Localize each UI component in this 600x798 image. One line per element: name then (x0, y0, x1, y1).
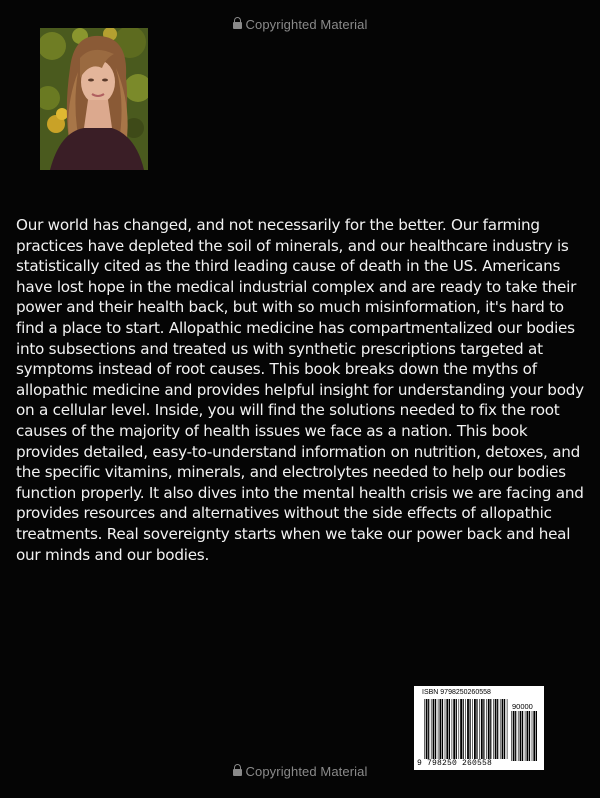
barcode-bar (532, 711, 533, 761)
barcode-bar (465, 699, 466, 759)
barcode-digits: 9 798250 260558 (417, 759, 493, 768)
watermark-text-top: Copyrighted Material (245, 17, 368, 32)
barcode-bar (529, 711, 530, 761)
barcode-bar (433, 699, 435, 759)
barcode-bar (467, 699, 469, 759)
barcode-bar (446, 699, 448, 759)
barcode-bar (431, 699, 432, 759)
copyright-watermark-bottom (0, 764, 600, 779)
barcode-bar (445, 699, 446, 759)
barcode-bar (453, 699, 455, 759)
barcode-bar (493, 699, 494, 759)
barcode-bar (486, 699, 487, 759)
lock-icon (233, 769, 242, 776)
author-photo-illustration (40, 28, 148, 170)
barcode-bar (525, 711, 526, 761)
barcode-bar (449, 699, 450, 759)
barcode-bar (527, 711, 529, 761)
barcode-bar (483, 699, 484, 759)
barcode-bar (474, 699, 476, 759)
barcode-bar (459, 699, 460, 759)
barcode-bar (513, 711, 515, 761)
barcode-bar (479, 699, 480, 759)
barcode-bar (472, 699, 473, 759)
barcode-bar (470, 699, 471, 759)
barcode-bar (536, 711, 537, 761)
barcode-bar (500, 699, 501, 759)
barcode-bar (507, 699, 508, 759)
barcode-bar (481, 699, 483, 759)
barcode-bar (495, 699, 497, 759)
isbn-label: ISBN 9798250260558 (422, 689, 491, 696)
isbn-barcode (414, 686, 544, 770)
barcode-bar (426, 699, 428, 759)
barcode-bar (511, 711, 512, 761)
barcode-bar (504, 699, 505, 759)
price-code: 90000 (512, 702, 533, 711)
barcode-bar (476, 699, 477, 759)
barcode-bar (518, 711, 519, 761)
barcode-bar (515, 711, 516, 761)
barcode-bar (522, 711, 523, 761)
barcode-bar (452, 699, 453, 759)
watermark-text-bottom: Copyrighted Material (245, 764, 368, 779)
barcode-bar (435, 699, 436, 759)
barcode-bar (442, 699, 443, 759)
barcode-bar (490, 699, 491, 759)
barcode-bar (502, 699, 504, 759)
barcode-bar (456, 699, 457, 759)
barcode-bar (424, 699, 425, 759)
barcode-bars (424, 699, 508, 759)
barcode-bar (497, 699, 498, 759)
book-description: Our world has changed, and not necessarily for the better. Our farming practices have depleted the soil of minerals, and our healthcare industry is statistically cited as the third leading cause of death in the US. Americans have lost hope in the medical industrial complex and are ready to take their power and their health back, but with so much misinformation, it's hard to find a place to start. Allopathic medicine has compartmentalized our bodies into subsections and treated us with synthetic prescriptions targeted at symptoms instead of root causes. This book breaks down the myths of allopathic medicine and provides helpful insight for understanding your body on a cellular level. Inside, you will find the solutions needed to fix the root causes of the majority of health issues we face as a nation. This book provides detailed, easy-to-understand information on nutrition, detoxes, and the specific vitamins, minerals, and electrolytes needed to help our bodies function properly. It also dives into the mental health crisis we are facing and provides resources and alternatives without the side effects of allopathic treatments. Real sovereignty starts when we take our power back and heal our minds and our bodies. (16, 216, 584, 564)
barcode-bar (520, 711, 522, 761)
barcode-bar (440, 699, 442, 759)
barcode-bar (488, 699, 490, 759)
barcode-bar (460, 699, 462, 759)
author-photo (40, 28, 148, 170)
barcode-bar (438, 699, 439, 759)
barcode-addon-bars (511, 711, 537, 761)
barcode-bar (533, 711, 535, 761)
barcode-bar (463, 699, 464, 759)
lock-icon (233, 22, 242, 29)
barcode-bar (428, 699, 429, 759)
